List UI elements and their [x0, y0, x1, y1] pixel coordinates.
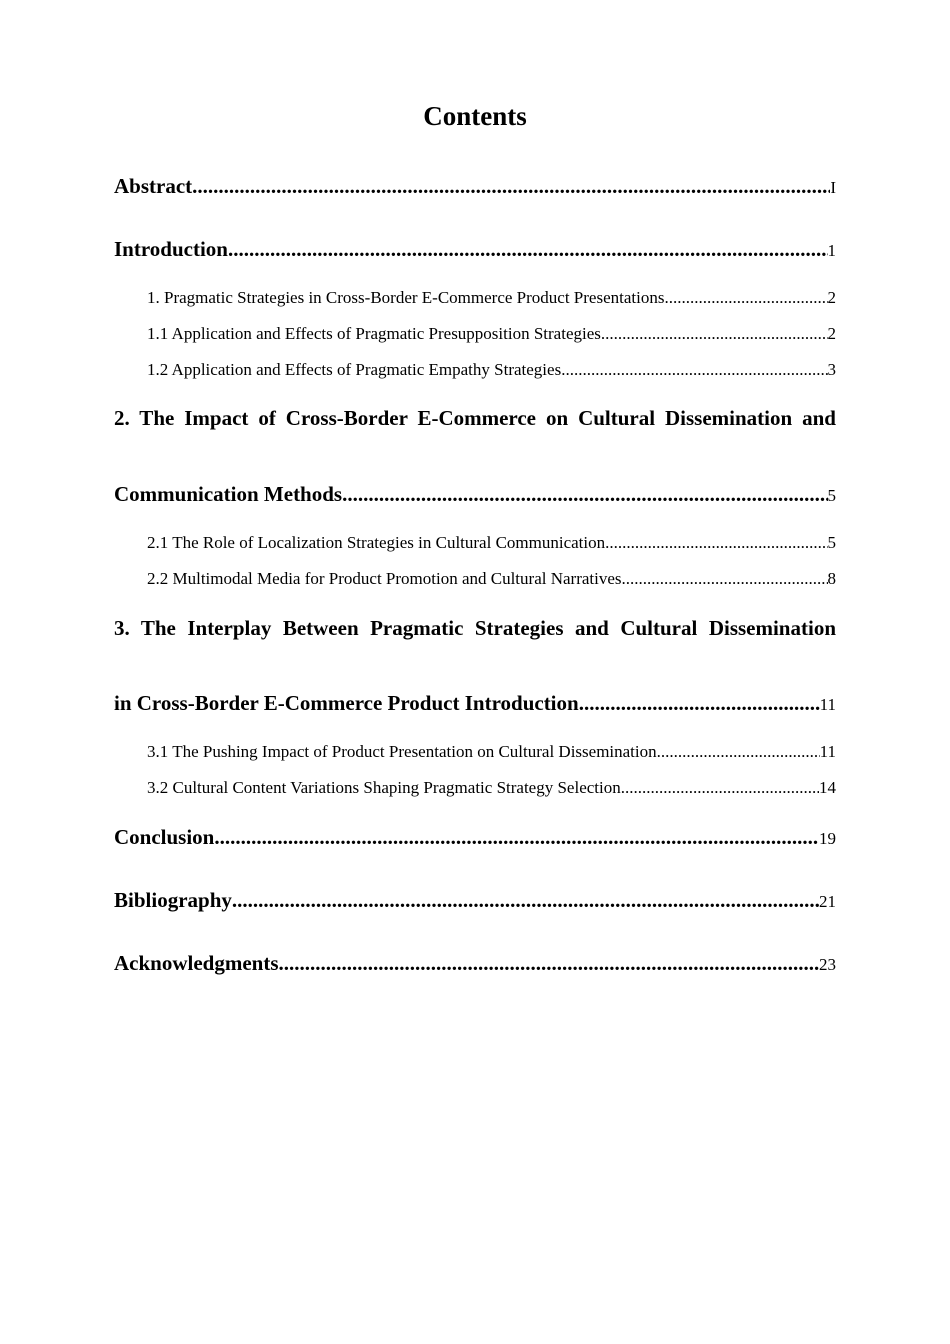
- toc-entry-section-1[interactable]: [147, 288, 836, 308]
- toc-page-number: 14: [819, 778, 836, 797]
- dot-leader: [601, 324, 828, 344]
- toc-page-number: 11: [819, 695, 836, 714]
- toc-page-number: 8: [827, 569, 836, 588]
- toc-entry-section-2[interactable]: [114, 482, 836, 507]
- toc-entry-acknowledgments[interactable]: [114, 951, 836, 976]
- toc-entry-section-1-1[interactable]: [147, 324, 836, 344]
- toc-entry-abstract[interactable]: [114, 174, 836, 199]
- toc-page-number: 21: [819, 892, 836, 911]
- toc-entry-label: Acknowledgments: [114, 951, 279, 975]
- toc-entry-label: 2.1 The Role of Localization Strategies in Cultural Communication: [147, 533, 606, 552]
- toc-entry-section-3-line1[interactable]: 3. The Interplay Between Pragmatic Strategies and Cultural Dissemination: [114, 616, 836, 640]
- toc-page-number: 11: [819, 742, 836, 761]
- dot-leader: [192, 174, 830, 199]
- toc-entry-section-2-line1[interactable]: 2. The Impact of Cross-Border E-Commerce on Cultural Dissemination and: [114, 406, 836, 430]
- toc-entry-label: Conclusion: [114, 825, 215, 849]
- dot-leader: [228, 237, 828, 262]
- toc-page-number: 3: [827, 360, 836, 379]
- toc-page-number: 19: [819, 829, 836, 848]
- toc-page-number: I: [830, 178, 836, 197]
- toc-entry-label: 1.1 Application and Effects of Pragmatic Presupposition Strategies: [147, 324, 601, 343]
- toc-entry-section-1-2[interactable]: [147, 360, 836, 380]
- toc-page-number: 23: [819, 955, 836, 974]
- toc-entry-conclusion[interactable]: [114, 825, 836, 850]
- toc-entry-label: 3.2 Cultural Content Variations Shaping Pragmatic Strategy Selection: [147, 778, 621, 797]
- toc-page-number: 5: [827, 486, 836, 505]
- toc-entry-section-3-2[interactable]: [147, 778, 836, 798]
- toc-entry-label: Introduction: [114, 237, 228, 261]
- dot-leader: [621, 778, 819, 798]
- toc-entry-section-3[interactable]: [114, 691, 836, 716]
- dot-leader: [232, 888, 819, 913]
- dot-leader: [279, 951, 819, 976]
- toc-entry-label: 3.1 The Pushing Impact of Product Presentation on Cultural Dissemination: [147, 742, 657, 761]
- toc-entry-label: 1.2 Application and Effects of Pragmatic Empathy Strategies: [147, 360, 562, 379]
- dot-leader: [561, 360, 827, 380]
- dot-leader: [664, 288, 827, 308]
- toc-entry-section-2-1[interactable]: [147, 533, 836, 553]
- toc-entry-label: Abstract: [114, 174, 193, 198]
- toc-page-number: 2: [827, 324, 836, 343]
- toc-page-number: 1: [827, 241, 836, 260]
- dot-leader: [622, 569, 828, 589]
- toc-page-number: 2: [827, 288, 836, 307]
- toc-entry-label: Bibliography: [114, 888, 232, 912]
- toc-entry-bibliography[interactable]: [114, 888, 836, 913]
- toc-entry-section-2-2[interactable]: [147, 569, 836, 589]
- dot-leader: [342, 482, 827, 507]
- toc-entry-label: 2.2 Multimodal Media for Product Promotion and Cultural Narratives: [147, 569, 622, 588]
- dot-leader: [214, 825, 819, 850]
- toc-entry-introduction[interactable]: [114, 237, 836, 262]
- toc-title: Contents: [423, 101, 527, 131]
- toc-entry-label: Communication Methods: [114, 482, 343, 506]
- toc-entry-section-3-1[interactable]: [147, 742, 836, 762]
- toc-entry-label: 1. Pragmatic Strategies in Cross-Border E-Commerce Product Presentations: [147, 288, 665, 307]
- dot-leader: [657, 742, 820, 762]
- toc-entry-label: in Cross-Border E-Commerce Product Introduction: [114, 691, 579, 715]
- toc-page-number: 5: [827, 533, 836, 552]
- dot-leader: [605, 533, 827, 553]
- dot-leader: [579, 691, 820, 716]
